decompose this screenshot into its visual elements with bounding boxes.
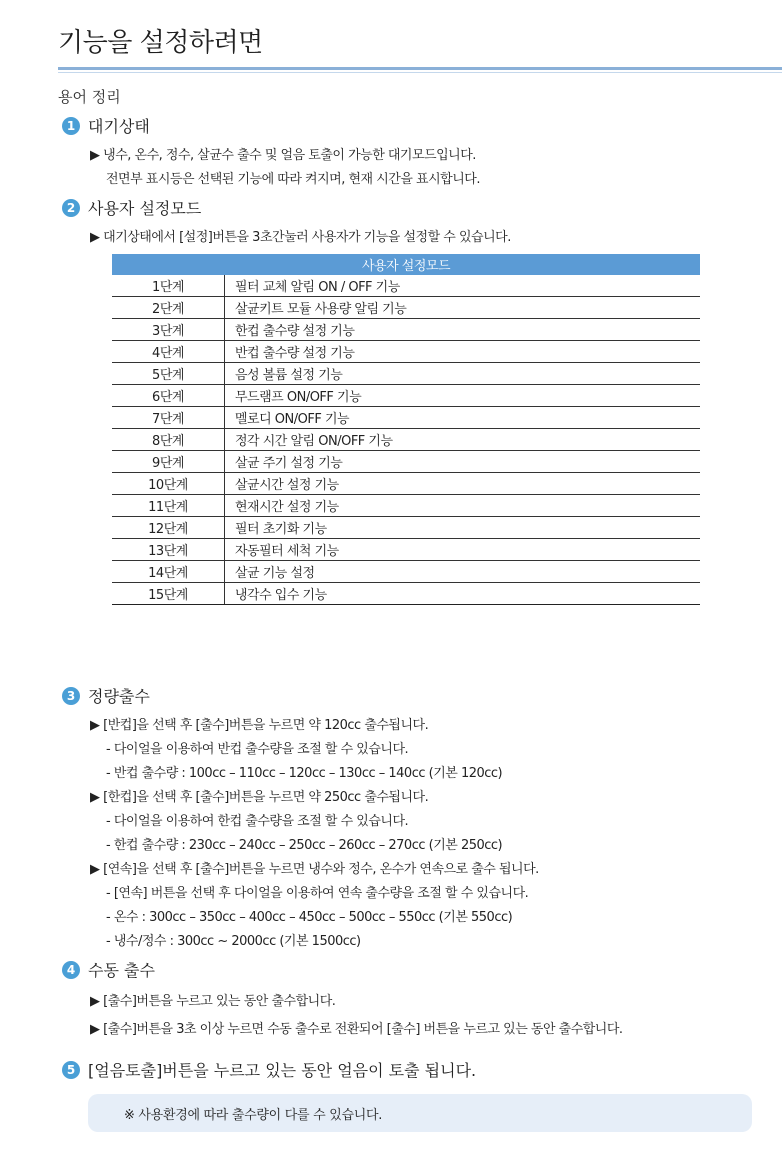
- description-cell: 살균 주기 설정 기능: [225, 451, 701, 473]
- step-cell: 7단계: [112, 407, 225, 429]
- description-cell: 필터 초기화 기능: [225, 517, 701, 539]
- table-header: 사용자 설정모드: [112, 254, 700, 275]
- note-box: [88, 1094, 752, 1132]
- section-label: 정량출수: [88, 687, 150, 706]
- description-cell: 살균시간 설정 기능: [225, 473, 701, 495]
- table-row: [112, 583, 700, 605]
- table-row: [112, 385, 700, 407]
- section-3-line: - 다이얼을 이용하여 반컵 출수량을 조절 할 수 있습니다.: [106, 742, 409, 757]
- section-1-line: 전면부 표시등은 선택된 기능에 따라 켜지며, 현재 시간을 표시합니다.: [106, 172, 480, 187]
- section-3-line: - [연속] 버튼을 선택 후 다이얼을 이용하여 연속 출수량을 조절 할 수 있습니다.: [106, 886, 529, 901]
- section-label: 사용자 설정모드: [88, 199, 202, 218]
- description-cell: 음성 볼륨 설정 기능: [225, 363, 701, 385]
- table-row: [112, 407, 700, 429]
- section-3-line: - 냉수/정수 : 300cc ~ 2000cc (기본 1500cc): [106, 934, 361, 949]
- section-3-line: ▶ [연속]을 선택 후 [출수]버튼을 누르면 냉수와 정수, 온수가 연속으로 출수 됩니다.: [90, 862, 539, 877]
- section-label: 수동 출수: [88, 961, 155, 980]
- description-cell: 한컵 출수량 설정 기능: [225, 319, 701, 341]
- section-1-line: ▶ 냉수, 온수, 정수, 살균수 출수 및 얼음 토출이 가능한 대기모드입니다.: [90, 148, 476, 163]
- table-row: [112, 297, 700, 319]
- section-number-badge: 4: [62, 961, 80, 979]
- step-cell: 6단계: [112, 385, 225, 407]
- section-3-line: - 반컵 출수량 : 100cc – 110cc – 120cc – 130cc – 140cc (기본 120cc): [106, 766, 503, 781]
- table-row: [112, 429, 700, 451]
- step-cell: 10단계: [112, 473, 225, 495]
- section-label: 대기상태: [88, 117, 150, 136]
- section-4-line: ▶ [출수]버튼을 누르고 있는 동안 출수합니다.: [90, 994, 336, 1009]
- description-cell: 자동필터 세척 기능: [225, 539, 701, 561]
- step-cell: 12단계: [112, 517, 225, 539]
- section-3-line: - 다이얼을 이용하여 한컵 출수량을 조절 할 수 있습니다.: [106, 814, 409, 829]
- page-title: 기능을 설정하려면: [58, 28, 263, 58]
- table-row: [112, 473, 700, 495]
- note-text: ※ 사용환경에 따라 출수량이 다를 수 있습니다.: [124, 1107, 383, 1123]
- section-number-badge: 3: [62, 687, 80, 705]
- section-3-heading: [62, 684, 150, 707]
- step-cell: 13단계: [112, 539, 225, 561]
- table-row: [112, 495, 700, 517]
- section-5-heading: [62, 1058, 476, 1081]
- description-cell: 현재시간 설정 기능: [225, 495, 701, 517]
- table-row: [112, 363, 700, 385]
- section-3-line: ▶ [한컵]을 선택 후 [출수]버튼을 누르면 약 250cc 출수됩니다.: [90, 790, 429, 805]
- description-cell: 냉각수 입수 기능: [225, 583, 701, 605]
- description-cell: 살균키트 모듈 사용량 알림 기능: [225, 297, 701, 319]
- step-cell: 5단계: [112, 363, 225, 385]
- section-number-badge: 2: [62, 199, 80, 217]
- step-cell: 2단계: [112, 297, 225, 319]
- table-body: [112, 275, 700, 605]
- section-3-line: ▶ [반컵]을 선택 후 [출수]버튼을 누르면 약 120cc 출수됩니다.: [90, 718, 429, 733]
- section-label: [얼음토출]버튼을 누르고 있는 동안 얼음이 토출 됩니다.: [88, 1061, 477, 1080]
- subtitle: 용어 정리: [58, 88, 121, 106]
- step-cell: 9단계: [112, 451, 225, 473]
- section-3-line: - 한컵 출수량 : 230cc – 240cc – 250cc – 260cc – 270cc (기본 250cc): [106, 838, 503, 853]
- section-1-heading: [62, 114, 150, 137]
- step-cell: 14단계: [112, 561, 225, 583]
- table-row: [112, 561, 700, 583]
- description-cell: 멜로디 ON/OFF 기능: [225, 407, 701, 429]
- step-cell: 1단계: [112, 275, 225, 297]
- table-row: [112, 341, 700, 363]
- section-number-badge: 5: [62, 1061, 80, 1079]
- step-cell: 15단계: [112, 583, 225, 605]
- section-number-badge: 1: [62, 117, 80, 135]
- table-row: [112, 319, 700, 341]
- step-cell: 4단계: [112, 341, 225, 363]
- user-settings-table: [112, 254, 700, 605]
- table-row: [112, 539, 700, 561]
- table-row: [112, 517, 700, 539]
- section-2-heading: [62, 196, 201, 219]
- description-cell: 필터 교체 알림 ON / OFF 기능: [225, 275, 701, 297]
- description-cell: 반컵 출수량 설정 기능: [225, 341, 701, 363]
- description-cell: 무드램프 ON/OFF 기능: [225, 385, 701, 407]
- step-cell: 11단계: [112, 495, 225, 517]
- section-3-line: - 온수 : 300cc – 350cc – 400cc – 450cc – 500cc – 550cc (기본 550cc): [106, 910, 513, 925]
- description-cell: 살균 기능 설정: [225, 561, 701, 583]
- table-row: [112, 451, 700, 473]
- step-cell: 3단계: [112, 319, 225, 341]
- section-2-line: ▶ 대기상태에서 [설정]버튼을 3초간눌러 사용자가 기능을 설정할 수 있습니다.: [90, 230, 511, 245]
- section-4-line: ▶ [출수]버튼을 3초 이상 누르면 수동 출수로 전환되어 [출수] 버튼을 누르고 있는 동안 출수합니다.: [90, 1022, 623, 1037]
- title-rule: [58, 67, 782, 70]
- section-4-heading: [62, 958, 155, 981]
- step-cell: 8단계: [112, 429, 225, 451]
- table-row: [112, 275, 700, 297]
- title-rule-thin: [58, 72, 782, 73]
- description-cell: 정각 시간 알림 ON/OFF 기능: [225, 429, 701, 451]
